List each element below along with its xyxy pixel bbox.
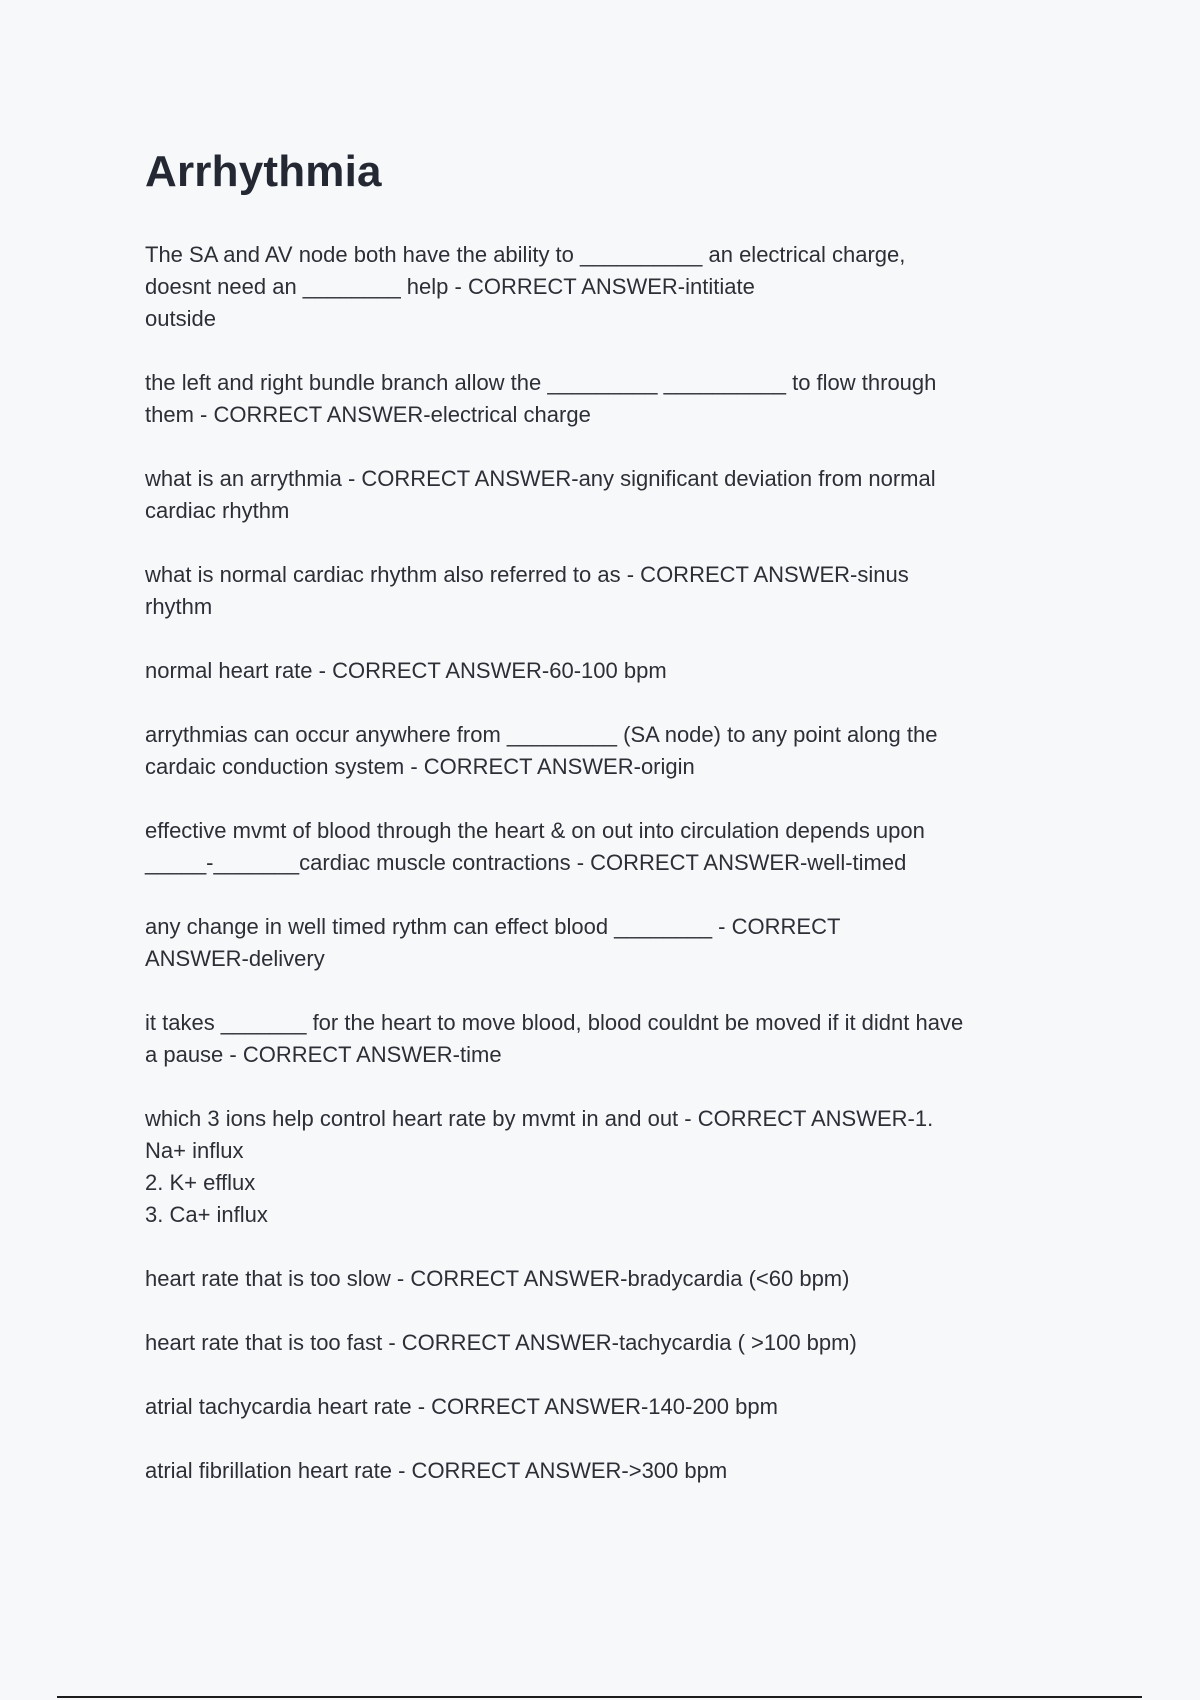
qa-item: effective mvmt of blood through the heart & on out into circulation depends upon _____-_______cardiac muscle contractions - CORRECT ANSWER-well-timed (145, 818, 925, 875)
page-content (145, 145, 1070, 1519)
qa-item: the left and right bundle branch allow the _________ __________ to flow through them - CORRECT ANSWER-electrical charge (145, 370, 937, 427)
qa-list (145, 239, 1070, 1487)
qa-item: heart rate that is too fast - CORRECT ANSWER-tachycardia ( >100 bpm) (145, 1330, 857, 1355)
qa-item: any change in well timed rythm can effect blood ________ - CORRECT ANSWER-delivery (145, 914, 841, 971)
qa-item: what is an arrythmia - CORRECT ANSWER-any significant deviation from normal cardiac rhythm (145, 466, 936, 523)
qa-item: The SA and AV node both have the ability to __________ an electrical charge, doesnt need an ________ help - CORRECT ANSWER-intitiate outside (145, 242, 906, 331)
qa-item: arrythmias can occur anywhere from _________ (SA node) to any point along the cardaic conduction system - CORRECT ANSWER-origin (145, 722, 938, 779)
qa-item: what is normal cardiac rhythm also referred to as - CORRECT ANSWER-sinus rhythm (145, 562, 909, 619)
qa-item: which 3 ions help control heart rate by mvmt in and out - CORRECT ANSWER-1. Na+ influx 2. K+ efflux 3. Ca+ influx (145, 1106, 934, 1227)
qa-item: atrial tachycardia heart rate - CORRECT ANSWER-140-200 bpm (145, 1394, 778, 1419)
qa-item: it takes _______ for the heart to move blood, blood couldnt be moved if it didnt have a pause - CORRECT ANSWER-time (145, 1010, 964, 1067)
qa-item: normal heart rate - CORRECT ANSWER-60-100 bpm (145, 658, 667, 683)
qa-item: atrial fibrillation heart rate - CORRECT ANSWER->300 bpm (145, 1458, 728, 1483)
qa-item: heart rate that is too slow - CORRECT ANSWER-bradycardia (<60 bpm) (145, 1266, 850, 1291)
document-title: Arrhythmia (145, 147, 382, 196)
footer-divider (57, 1696, 1142, 1698)
